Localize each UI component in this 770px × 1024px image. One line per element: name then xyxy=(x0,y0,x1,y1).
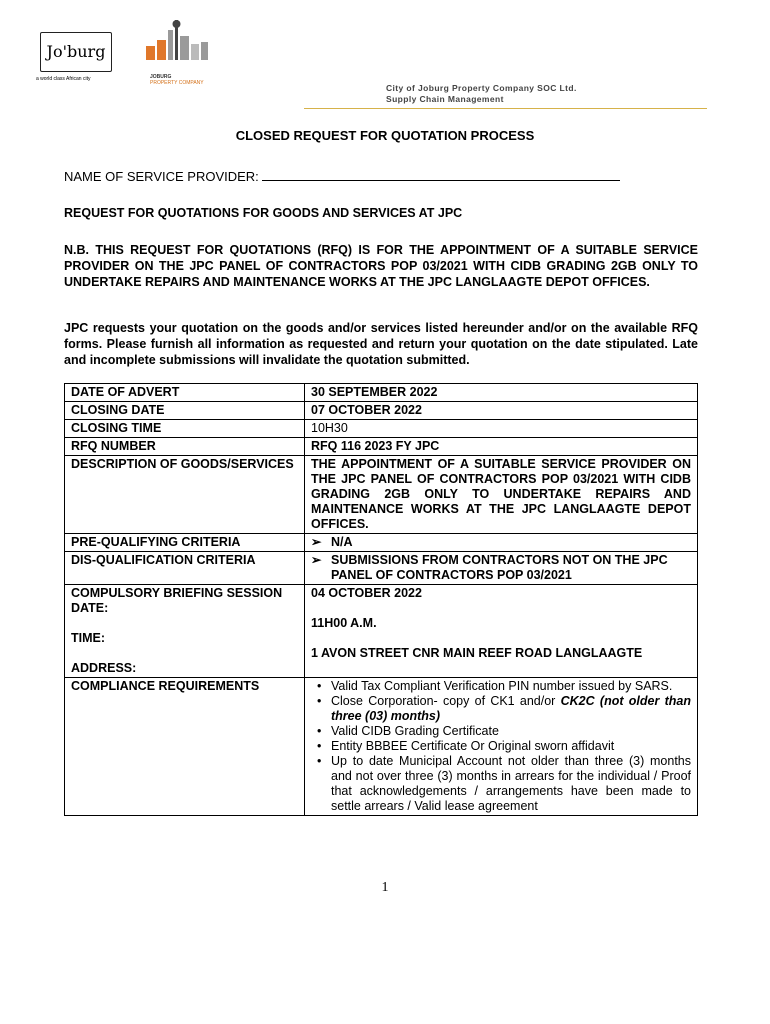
list-item: • Entity BBBEE Certificate Or Original sworn affidavit xyxy=(331,739,691,754)
table-row xyxy=(65,438,698,456)
arrow-bullet-icon: ➢ xyxy=(311,535,322,549)
joburg-logo: Jo'burg xyxy=(40,32,112,72)
header-rule xyxy=(304,108,707,109)
list-item: • Valid CIDB Grading Certificate xyxy=(331,724,691,739)
nb-paragraph: N.B. THIS REQUEST FOR QUOTATIONS (RFQ) IS FOR THE APPOINTMENT OF A SUITABLE SERVICE PROVIDER ON THE JPC PANEL OF CONTRACTORS POP 03/2021 WITH CIDB GRADING 2GB ONLY TO UNDERTAKE REPAIRS AND MAINTENANCE WORKS AT THE JPC LANGLAAGTE DEPOT OFFICES. xyxy=(64,243,698,289)
table-row xyxy=(65,420,698,438)
table-row xyxy=(65,402,698,420)
ck2c-text: CK2C (not older than three (03) months) xyxy=(331,694,691,723)
company-department: Supply Chain Management xyxy=(386,94,504,104)
rfq-number-label: RFQ NUMBER xyxy=(65,438,305,456)
briefing-values xyxy=(305,585,698,678)
briefing-date-value: 04 OCTOBER 2022 xyxy=(311,586,422,600)
description-value: THE APPOINTMENT OF A SUITABLE SERVICE PROVIDER ON THE JPC PANEL OF CONTRACTORS POP 03/2021 WITH CIDB GRADING 2GB ONLY TO UNDERTAKE REPAIRS AND MAINTENANCE WORKS AT THE JPC LANGLAAGTE DEPOT OFFICES. xyxy=(305,456,698,534)
joburg-tagline: a world class African city xyxy=(36,76,91,82)
table-row xyxy=(65,534,698,552)
compliance-label: COMPLIANCE REQUIREMENTS xyxy=(65,678,305,816)
briefing-time-value: 11H00 A.M. xyxy=(311,616,377,630)
table-row xyxy=(65,552,698,585)
date-of-advert-value: 30 SEPTEMBER 2022 xyxy=(305,384,698,402)
briefing-session-label: COMPULSORY BRIEFING SESSION DATE: xyxy=(71,586,283,615)
disqualification-value xyxy=(305,552,698,585)
list-item xyxy=(331,694,691,724)
compliance-list xyxy=(311,679,691,814)
prequalifying-value xyxy=(305,534,698,552)
prequalifying-text: N/A xyxy=(331,535,353,549)
briefing-labels xyxy=(65,585,305,678)
date-of-advert-label: DATE OF ADVERT xyxy=(65,384,305,402)
jpc-logo-sub: PROPERTY COMPANY xyxy=(150,80,204,86)
arrow-bullet-icon: ➢ xyxy=(311,553,322,567)
briefing-address-label: ADDRESS: xyxy=(71,661,137,675)
service-provider-line xyxy=(64,168,620,184)
briefing-time-label: TIME: xyxy=(71,631,106,645)
page-number: 1 xyxy=(381,880,389,895)
table-row xyxy=(65,456,698,534)
closing-time-value: 10H30 xyxy=(305,420,698,438)
disqualification-label: DIS-QUALIFICATION CRITERIA xyxy=(65,552,305,585)
closing-time-label: CLOSING TIME xyxy=(65,420,305,438)
jpc-logo-name: JOBURG xyxy=(150,74,172,80)
briefing-address-value: 1 AVON STREET CNR MAIN REEF ROAD LANGLAAGTE xyxy=(311,646,643,660)
service-provider-blank[interactable] xyxy=(262,168,620,181)
rfq-heading: REQUEST FOR QUOTATIONS FOR GOODS AND SERVICES AT JPC xyxy=(64,206,463,220)
prequalifying-label: PRE-QUALIFYING CRITERIA xyxy=(65,534,305,552)
description-label: DESCRIPTION OF GOODS/SERVICES xyxy=(65,456,305,534)
ck1-text: Close Corporation- copy of CK1 and/or xyxy=(331,694,561,708)
company-header xyxy=(386,83,577,105)
rfq-details-table xyxy=(64,383,698,816)
intro-paragraph: JPC requests your quotation on the goods and/or services listed hereunder and/or on the available RFQ forms. Please furnish all information as requested and return your quotation on the date stipulated. Late and incomplete submissions will invalidate the quotation submitted. xyxy=(64,321,698,367)
table-row xyxy=(65,585,698,678)
disqualification-text: SUBMISSIONS FROM CONTRACTORS NOT ON THE JPC PANEL OF CONTRACTORS POP 03/2021 xyxy=(331,553,668,582)
list-item: • Valid Tax Compliant Verification PIN number issued by SARS. xyxy=(331,679,691,694)
closing-date-value: 07 OCTOBER 2022 xyxy=(305,402,698,420)
list-item: • Up to date Municipal Account not older than three (3) months and not over three (3) months in arrears for the individual / Proof that acknowledgements / arrangements have been made to settle arrears / Valid lease agreement xyxy=(331,754,691,814)
jpc-logo-text xyxy=(150,74,204,86)
table-row xyxy=(65,384,698,402)
rfq-number-value: RFQ 116 2023 FY JPC xyxy=(305,438,698,456)
compliance-value xyxy=(305,678,698,816)
document-title: CLOSED REQUEST FOR QUOTATION PROCESS xyxy=(235,128,535,143)
closing-date-label: CLOSING DATE xyxy=(65,402,305,420)
company-name: City of Joburg Property Company SOC Ltd. xyxy=(386,83,577,93)
service-provider-label: NAME OF SERVICE PROVIDER: xyxy=(64,169,259,184)
logo-area xyxy=(36,14,236,84)
table-row xyxy=(65,678,698,816)
